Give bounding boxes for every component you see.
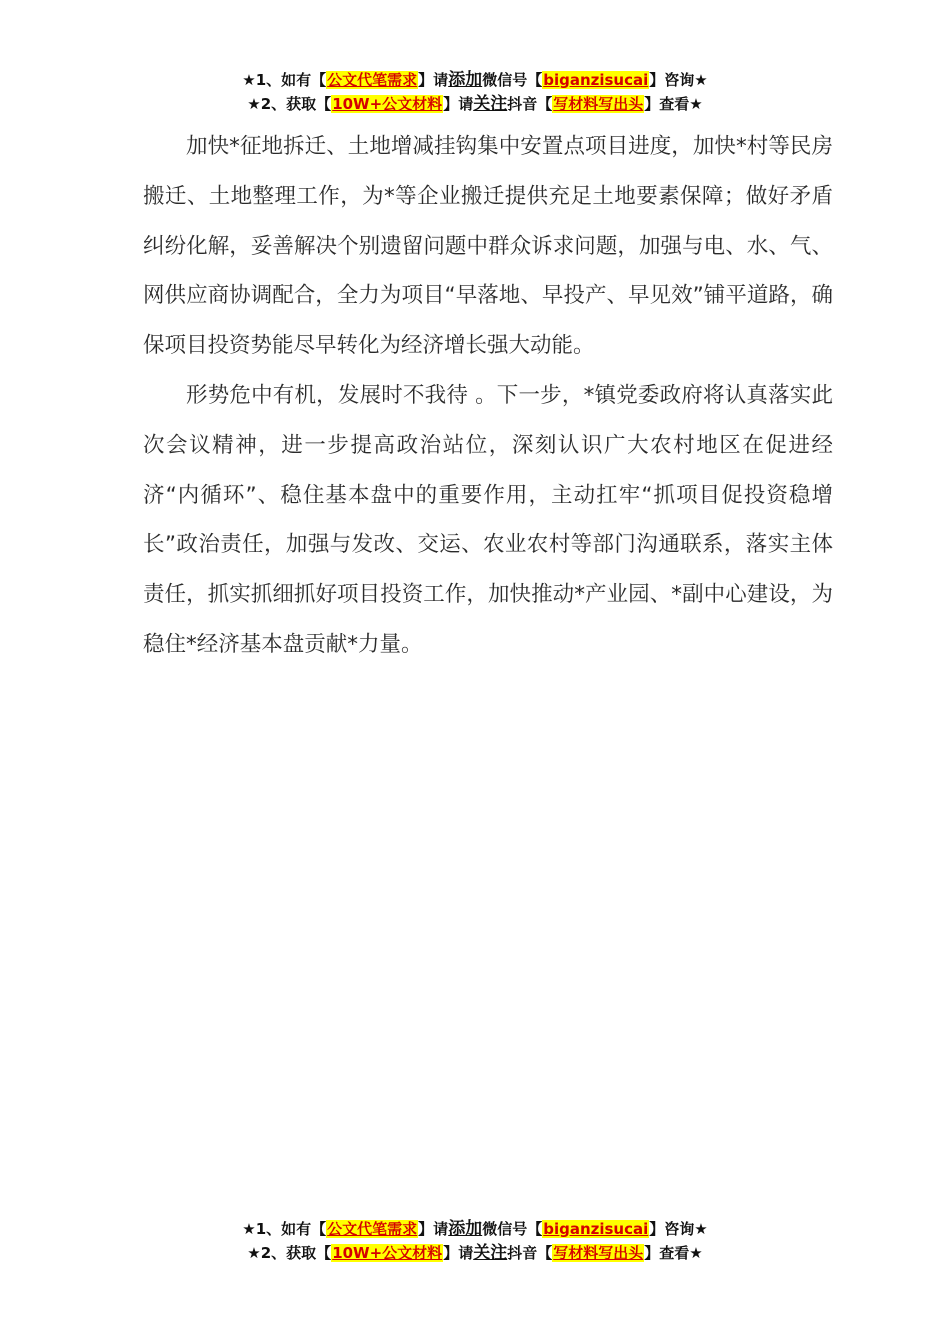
service-highlight: 公文代笔需求 xyxy=(327,71,418,89)
follow-emphasis: 关注 xyxy=(473,1243,508,1263)
materials-highlight: 10W+公文材料 xyxy=(332,95,443,113)
douyin-account-highlight: 写材料写出头 xyxy=(553,95,644,113)
bottom-banner-line-1: ★1、如有【公文代笔需求】请添加微信号【biganzisucai】咨询★ xyxy=(242,1219,708,1239)
document-body xyxy=(143,122,833,670)
douyin-account-highlight: 写材料写出头 xyxy=(553,1244,644,1262)
materials-highlight: 10W+公文材料 xyxy=(332,1244,443,1262)
wechat-id-highlight: biganzisucai xyxy=(543,71,649,89)
wechat-id-highlight: biganzisucai xyxy=(543,1220,649,1238)
bottom-banner-line-2: ★2、获取【10W+公文材料】请关注抖音【写材料写出头】查看★ xyxy=(247,1243,703,1263)
service-highlight: 公文代笔需求 xyxy=(327,1220,418,1238)
paragraph-1: 加快*征地拆迁、土地增减挂钩集中安置点项目进度，加快*村等民房搬迁、土地整理工作，为*等企业搬迁提供充足土地要素保障；做好矛盾纠纷化解，妥善解决个别遗留问题中群众诉求问题，加强与电、水、气、网供应商协调配合，全力为项目“早落地、早投产、早见效”铺平道路，确保项目投资势能尽早转化为经济增长强大动能。 xyxy=(143,134,833,359)
add-emphasis: 添加 xyxy=(448,1219,483,1239)
top-banner-line-2: ★2、获取【10W+公文材料】请关注抖音【写材料写出头】查看★ xyxy=(247,94,703,114)
follow-emphasis: 关注 xyxy=(473,94,508,114)
paragraph-2: 形势危中有机，发展时不我待 。下一步，*镇党委政府将认真落实此次会议精神，进一步提高政治站位，深刻认识广大农村地区在促进经济“内循环”、稳住基本盘中的重要作用，主动扛牢“抓项目促投资稳增长”政治责任，加强与发改、交运、农业农村等部门沟通联系，落实主体责任，抓实抓细抓好项目投资工作，加快推动*产业园、*副中心建设，为稳住*经济基本盘贡献*力量。 xyxy=(143,382,833,657)
top-banner-line-1: ★1、如有【公文代笔需求】请添加微信号【biganzisucai】咨询★ xyxy=(242,70,708,90)
bottom-ad-banner xyxy=(0,1217,950,1265)
top-ad-banner xyxy=(0,68,950,116)
add-emphasis: 添加 xyxy=(448,70,483,90)
